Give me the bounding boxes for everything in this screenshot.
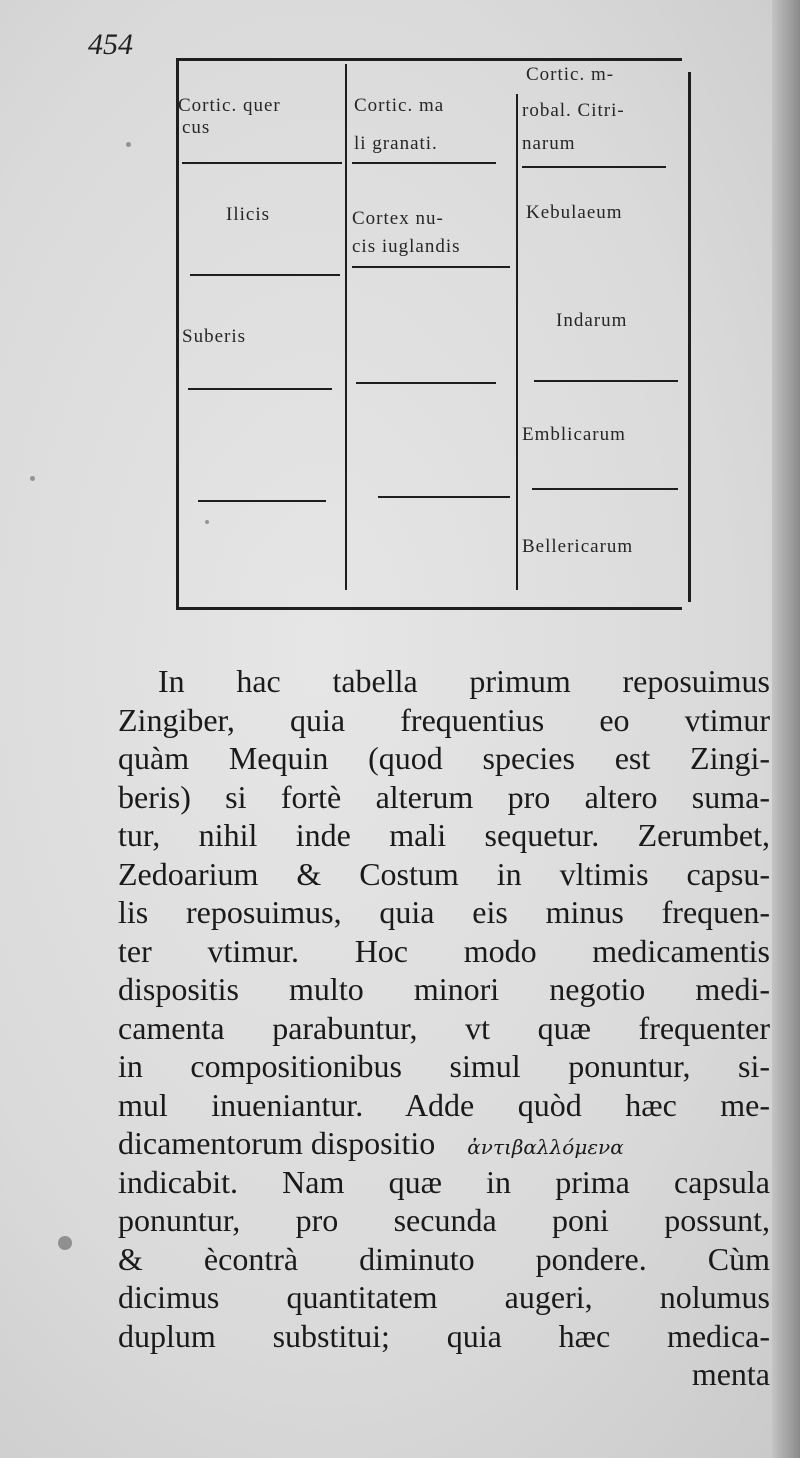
page-edge-shadow bbox=[772, 0, 800, 1458]
col3-item-bellericarum: Bellericarum bbox=[522, 536, 634, 557]
text-line: duplum substitui; quia hæc medica- bbox=[118, 1317, 770, 1354]
col3-rule-2 bbox=[534, 380, 678, 382]
col3-item-kebulaeum: Kebulaeum bbox=[526, 202, 623, 223]
col1-rule-4 bbox=[198, 500, 326, 502]
text-line: in compositionibus simul ponuntur, si- bbox=[118, 1048, 770, 1084]
col3-rule-3 bbox=[532, 488, 678, 490]
table-left-rule bbox=[176, 60, 179, 608]
text-line: indicabit. Nam quæ in prima capsula bbox=[118, 1163, 770, 1200]
col2-rule-1 bbox=[352, 162, 496, 164]
col3-item-indarum: Indarum bbox=[556, 310, 628, 331]
text-line: mul inueniantur. Adde quòd hæc me- bbox=[118, 1086, 770, 1123]
table-col-divider-2 bbox=[516, 94, 518, 590]
text-line: Zingiber, quia frequentius eo vtimur bbox=[118, 701, 770, 738]
table-right-rule bbox=[688, 72, 691, 602]
greek-word: ἀντιβαλλόμενα bbox=[467, 1135, 624, 1159]
col1-item-suberis: Suberis bbox=[182, 326, 246, 347]
table-col-divider-1 bbox=[345, 64, 347, 590]
col2-item-a: Cortex nu- bbox=[352, 208, 444, 229]
table-top-rule bbox=[176, 58, 682, 61]
text-line: & ècontrà diminuto pondere. Cùm bbox=[118, 1240, 770, 1277]
col2-header-b: li granati. bbox=[354, 133, 438, 154]
col3-rule-1 bbox=[522, 166, 666, 168]
ink-speck bbox=[205, 520, 209, 524]
ink-speck bbox=[126, 142, 131, 147]
col3-item-emblicarum: Emblicarum bbox=[522, 424, 626, 445]
col3-header-c: narum bbox=[522, 133, 576, 154]
text-line: dicamentorum dispositio bbox=[118, 1125, 436, 1161]
text-line: ter vtimur. Hoc modo medicamentis bbox=[118, 932, 770, 969]
drug-table bbox=[170, 58, 690, 613]
text-line: tur, nihil inde mali sequetur. Zerumbet, bbox=[118, 817, 770, 853]
text-line: beris) si fortè alterum pro altero suma- bbox=[118, 778, 770, 815]
col3-header-b: robal. Citri- bbox=[522, 100, 625, 121]
col3-header-a: Cortic. m- bbox=[526, 64, 615, 85]
col1-rule-1 bbox=[182, 162, 342, 164]
text-line: dispositis multo minori negotio medi- bbox=[118, 971, 770, 1007]
col1-header-a: Cortic. quer bbox=[178, 95, 281, 116]
text-line: camenta parabuntur, vt quæ frequenter bbox=[118, 1009, 770, 1046]
text-line-with-greek bbox=[118, 1124, 770, 1163]
col2-item-b: cis iuglandis bbox=[352, 236, 461, 257]
table-bottom-rule bbox=[176, 607, 682, 610]
col2-rule-4 bbox=[378, 496, 510, 498]
text-line: quàm Mequin (quod species est Zingi- bbox=[118, 740, 770, 776]
page-number: 454 bbox=[88, 28, 133, 61]
col1-item-ilicis: Ilicis bbox=[226, 204, 270, 225]
text-line: In hac tabella primum reposuimus bbox=[158, 663, 770, 699]
text-line: ponuntur, pro secunda poni possunt, bbox=[118, 1202, 770, 1238]
col2-rule-2 bbox=[352, 266, 510, 268]
text-line: Zedoarium & Costum in vltimis capsu- bbox=[118, 855, 770, 892]
col1-rule-2 bbox=[190, 274, 340, 276]
text-line: dicimus quantitatem augeri, nolumus bbox=[118, 1279, 770, 1315]
catchword: menta bbox=[691, 1356, 770, 1392]
col1-rule-3 bbox=[188, 388, 332, 390]
col2-rule-3 bbox=[356, 382, 496, 384]
text-line: lis reposuimus, quia eis minus frequen- bbox=[118, 894, 770, 930]
col1-header-b: cus bbox=[182, 117, 211, 138]
ink-speck bbox=[30, 476, 35, 481]
col2-header-a: Cortic. ma bbox=[354, 95, 445, 116]
ink-speck bbox=[58, 1236, 72, 1250]
body-text bbox=[118, 662, 770, 1394]
